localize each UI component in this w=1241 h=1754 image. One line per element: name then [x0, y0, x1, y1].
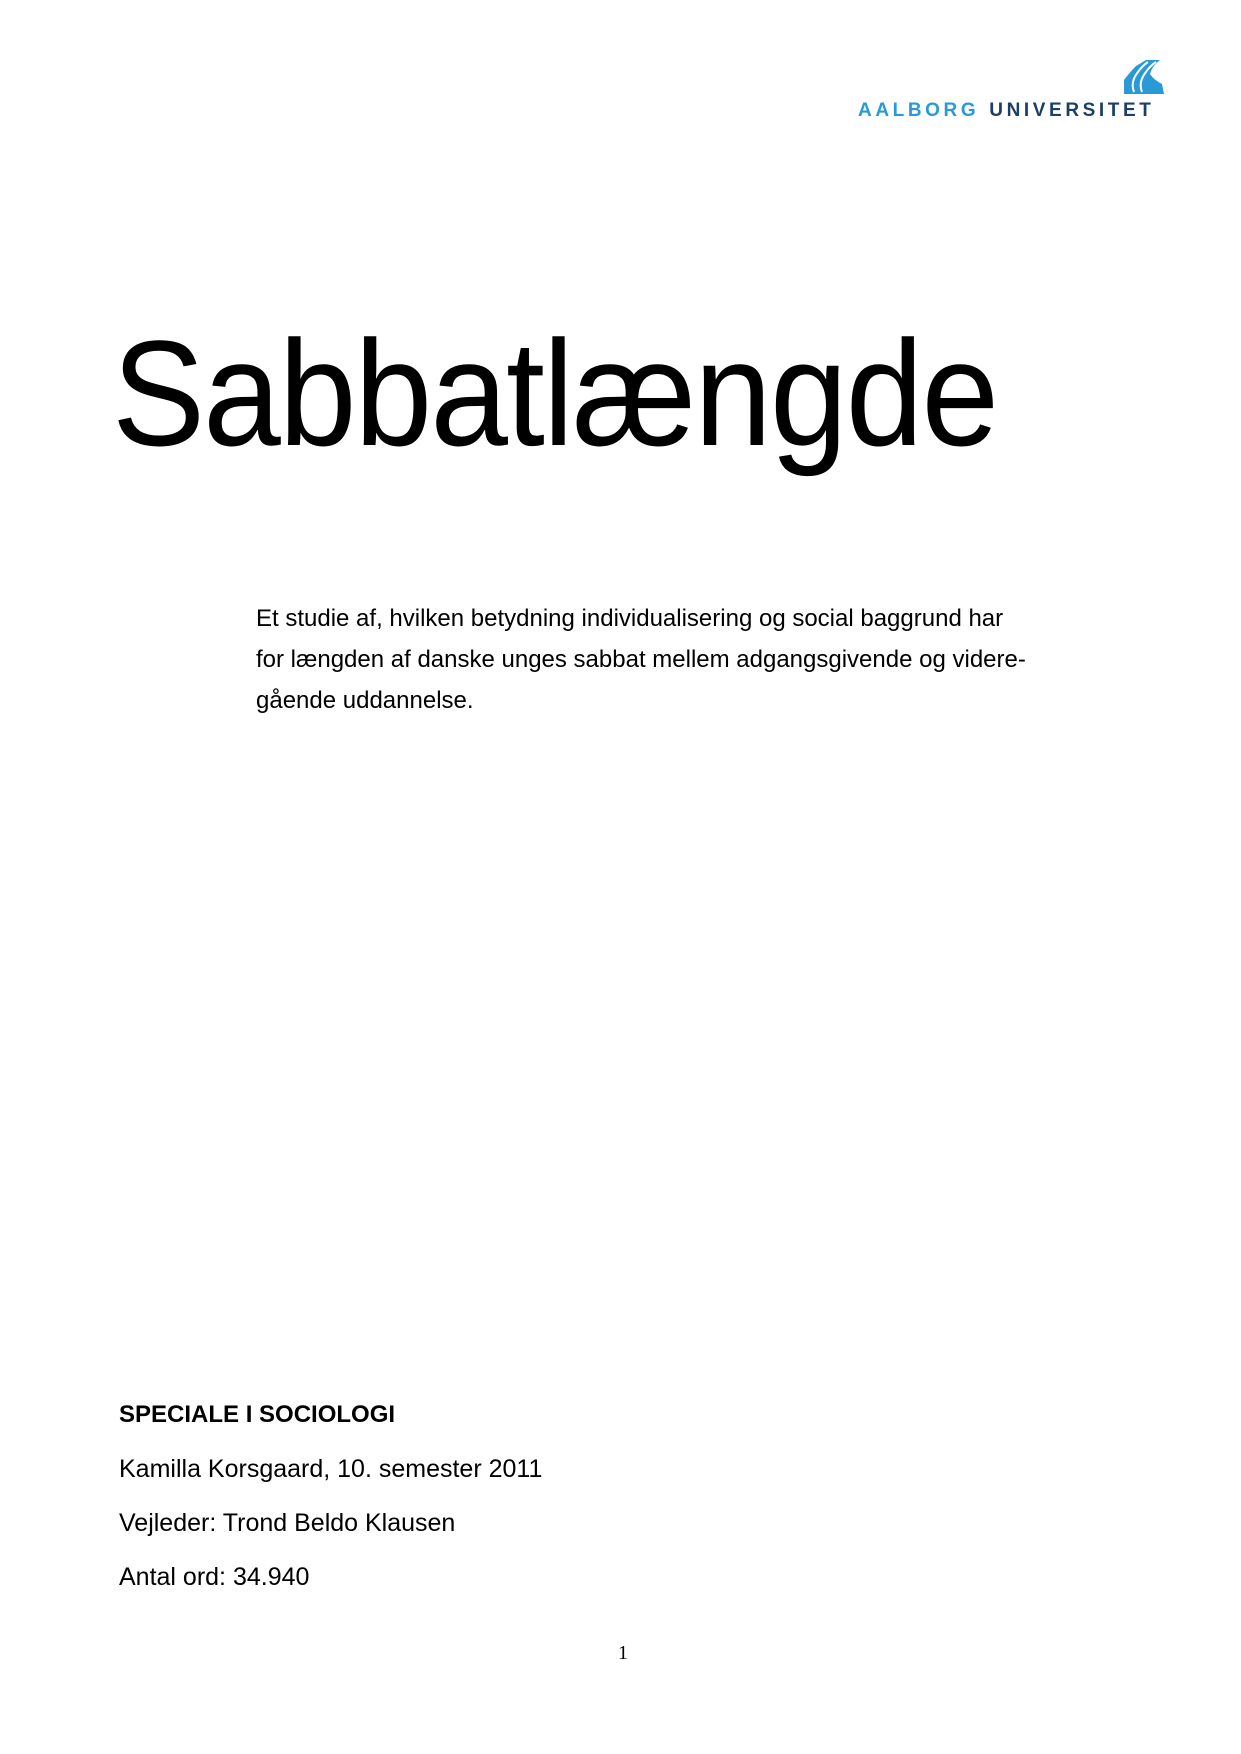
logo-text-universitet: UNIVERSITET [989, 100, 1155, 121]
subtitle-line: for længden af danske unges sabbat mellem adgangsgivende og videre- [256, 646, 1026, 673]
document-title: Sabbatlængde [112, 309, 998, 477]
page-number: 1 [618, 1642, 628, 1664]
university-emblem-icon [1120, 58, 1166, 96]
subtitle-line: gående uddannelse. [256, 687, 474, 714]
supervisor-line: Vejleder: Trond Beldo Klausen [119, 1509, 456, 1537]
subtitle-line: Et studie af, hvilken betydning individualisering og social baggrund har [256, 605, 1004, 632]
word-count-line: Antal ord: 34.940 [119, 1563, 310, 1591]
author-line: Kamilla Korsgaard, 10. semester 2011 [119, 1455, 543, 1483]
university-logo [858, 58, 1198, 128]
thesis-type-heading: SPECIALE I SOCIOLOGI [119, 1401, 396, 1428]
document-subtitle [256, 598, 1136, 721]
logo-text-aalborg: AALBORG [858, 100, 980, 121]
thesis-info [119, 1388, 542, 1604]
